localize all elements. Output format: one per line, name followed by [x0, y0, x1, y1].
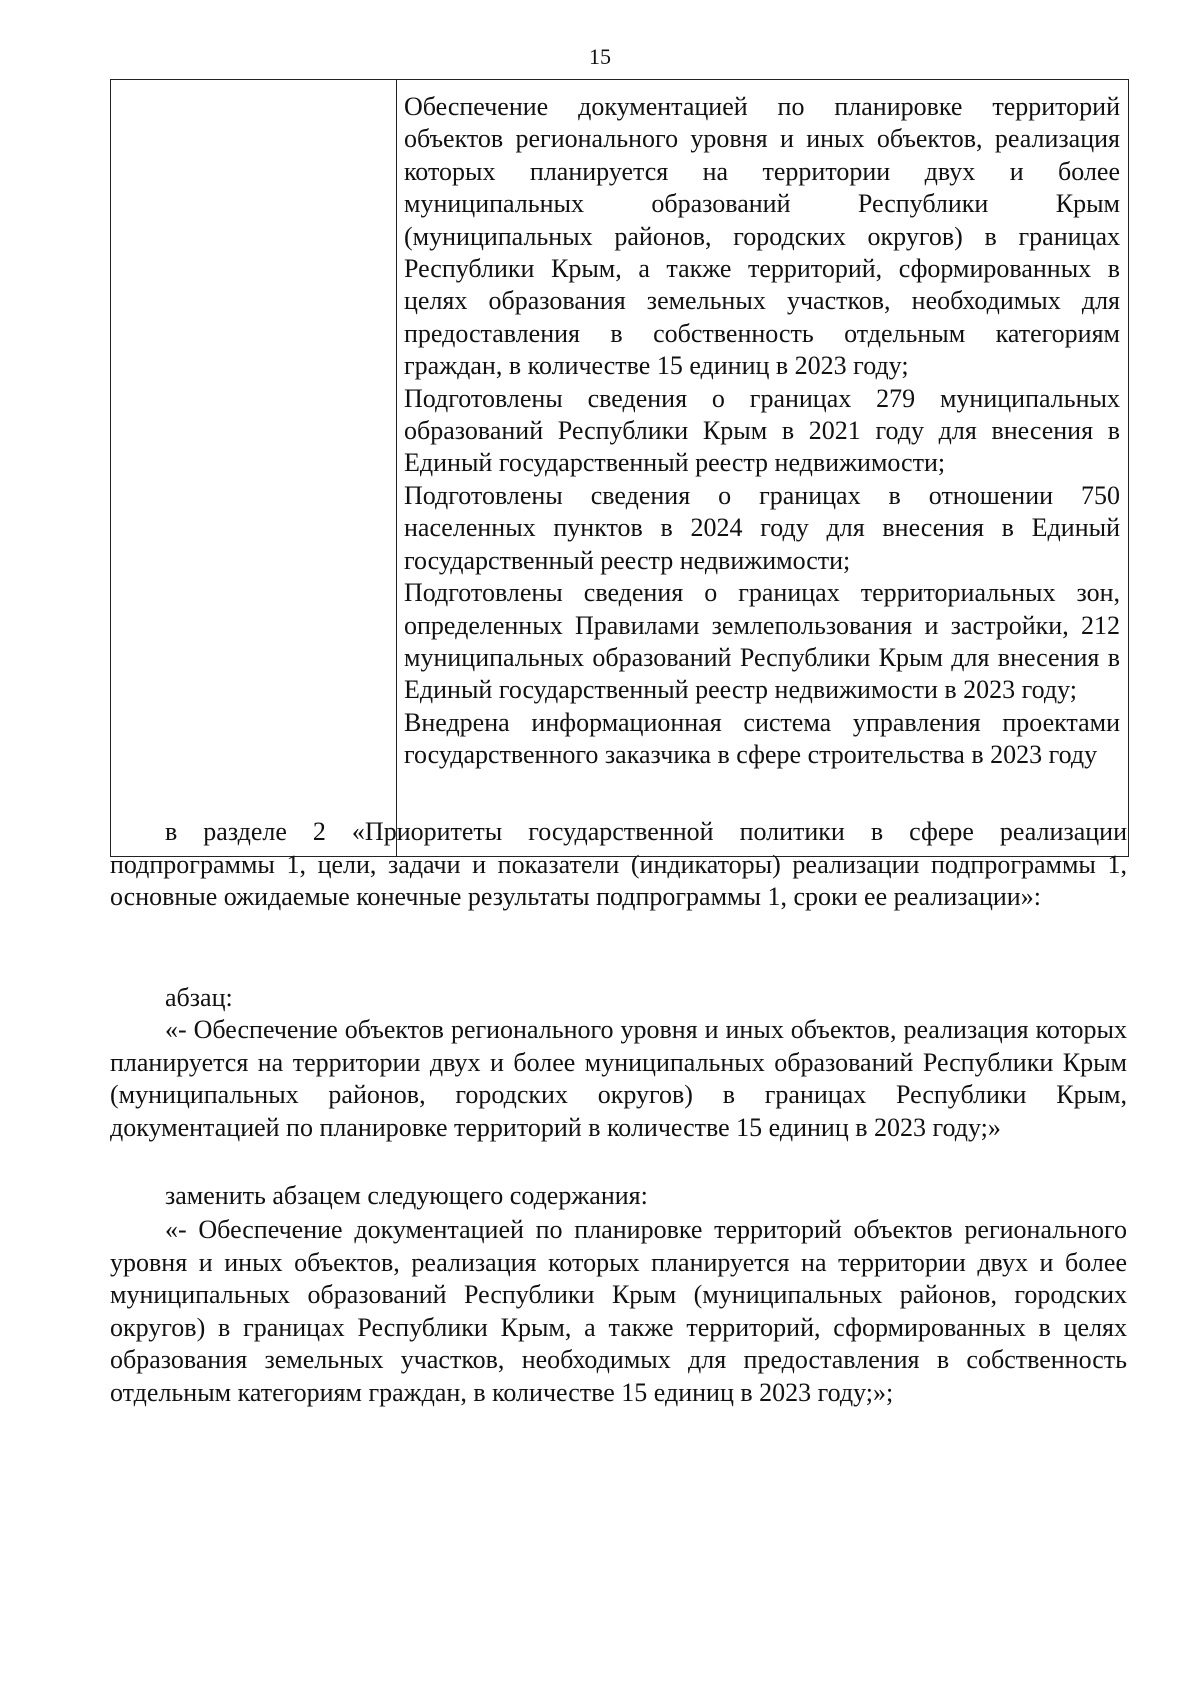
old-paragraph-block: [110, 1014, 1127, 1144]
replace-label-block: [110, 1180, 1127, 1213]
table-item-documentation: Обеспечение документацией по планировке территорий объектов регионального уровня и иных объектов, реализация которых планируется на территории двух и более муниципальных образований Республики Крым (муниципальных районов, городских округов) в границах Республики Крым, а также территорий, сформированных в целях образования земельных участков, необходимых для предоставления в собственность отдельным категориям граждан, в количестве 15 единиц в 2023 году;: [404, 92, 1120, 381]
table-right-cell: [404, 91, 1120, 772]
results-table: [110, 79, 1129, 857]
replace-label: заменить абзацем следующего содержания:: [165, 1181, 648, 1210]
paragraph-label-block: [110, 982, 1127, 1015]
table-item-information-system: Внедрена информационная система управления проектами государственного заказчика в сфере строительства в 2023 году: [404, 707, 1120, 770]
page-number: 15: [589, 44, 611, 69]
table-item-settlement-borders: Подготовлены сведения о границах в отношении 750 населенных пунктов в 2024 году для внесения в Единый государственный реестр недвижимости;: [404, 480, 1120, 575]
section-intro-block: [110, 816, 1127, 914]
new-paragraph-block: [110, 1214, 1127, 1409]
new-paragraph: «- Обеспечение документацией по планировке территорий объектов регионального уровня и иных объектов, реализация которых планируется на территории двух и более муниципальных образований Республики Крым (муниципальных районов, городских округов) в границах Республики Крым, а также территорий, сформированных в целях образования земельных участков, необходимых для предоставления в собственность отдельным категориям граждан, в количестве 15 единиц в 2023 году;»;: [110, 1215, 1127, 1407]
old-paragraph: «- Обеспечение объектов регионального уровня и иных объектов, реализация которых планируется на территории двух и более муниципальных образований Республики Крым (муниципальных районов, городских округов) в границах Республики Крым, документацией по планировке территорий в количестве 15 единиц в 2023 году;»: [110, 1015, 1127, 1142]
section-intro-paragraph: в разделе 2 «Приоритеты государственной политики в сфере реализации подпрограммы 1, цели, задачи и показатели (индикаторы) реализации подпрограммы 1, основные ожидаемые конечные результаты подпрограммы 1, сроки ее реализации»:: [110, 817, 1127, 911]
table-item-territorial-zones: Подготовлены сведения о границах территориальных зон, определенных Правилами землепользования и застройки, 212 муниципальных образований Республики Крым для внесения в Единый государственный реестр недвижимости в 2023 году;: [404, 578, 1120, 705]
table-column-divider: [396, 80, 397, 856]
paragraph-label: абзац:: [165, 983, 233, 1012]
table-item-municipal-borders: Подготовлены сведения о границах 279 муниципальных образований Республики Крым в 2021 году для внесения в Единый государственный реестр недвижимости;: [404, 383, 1120, 478]
